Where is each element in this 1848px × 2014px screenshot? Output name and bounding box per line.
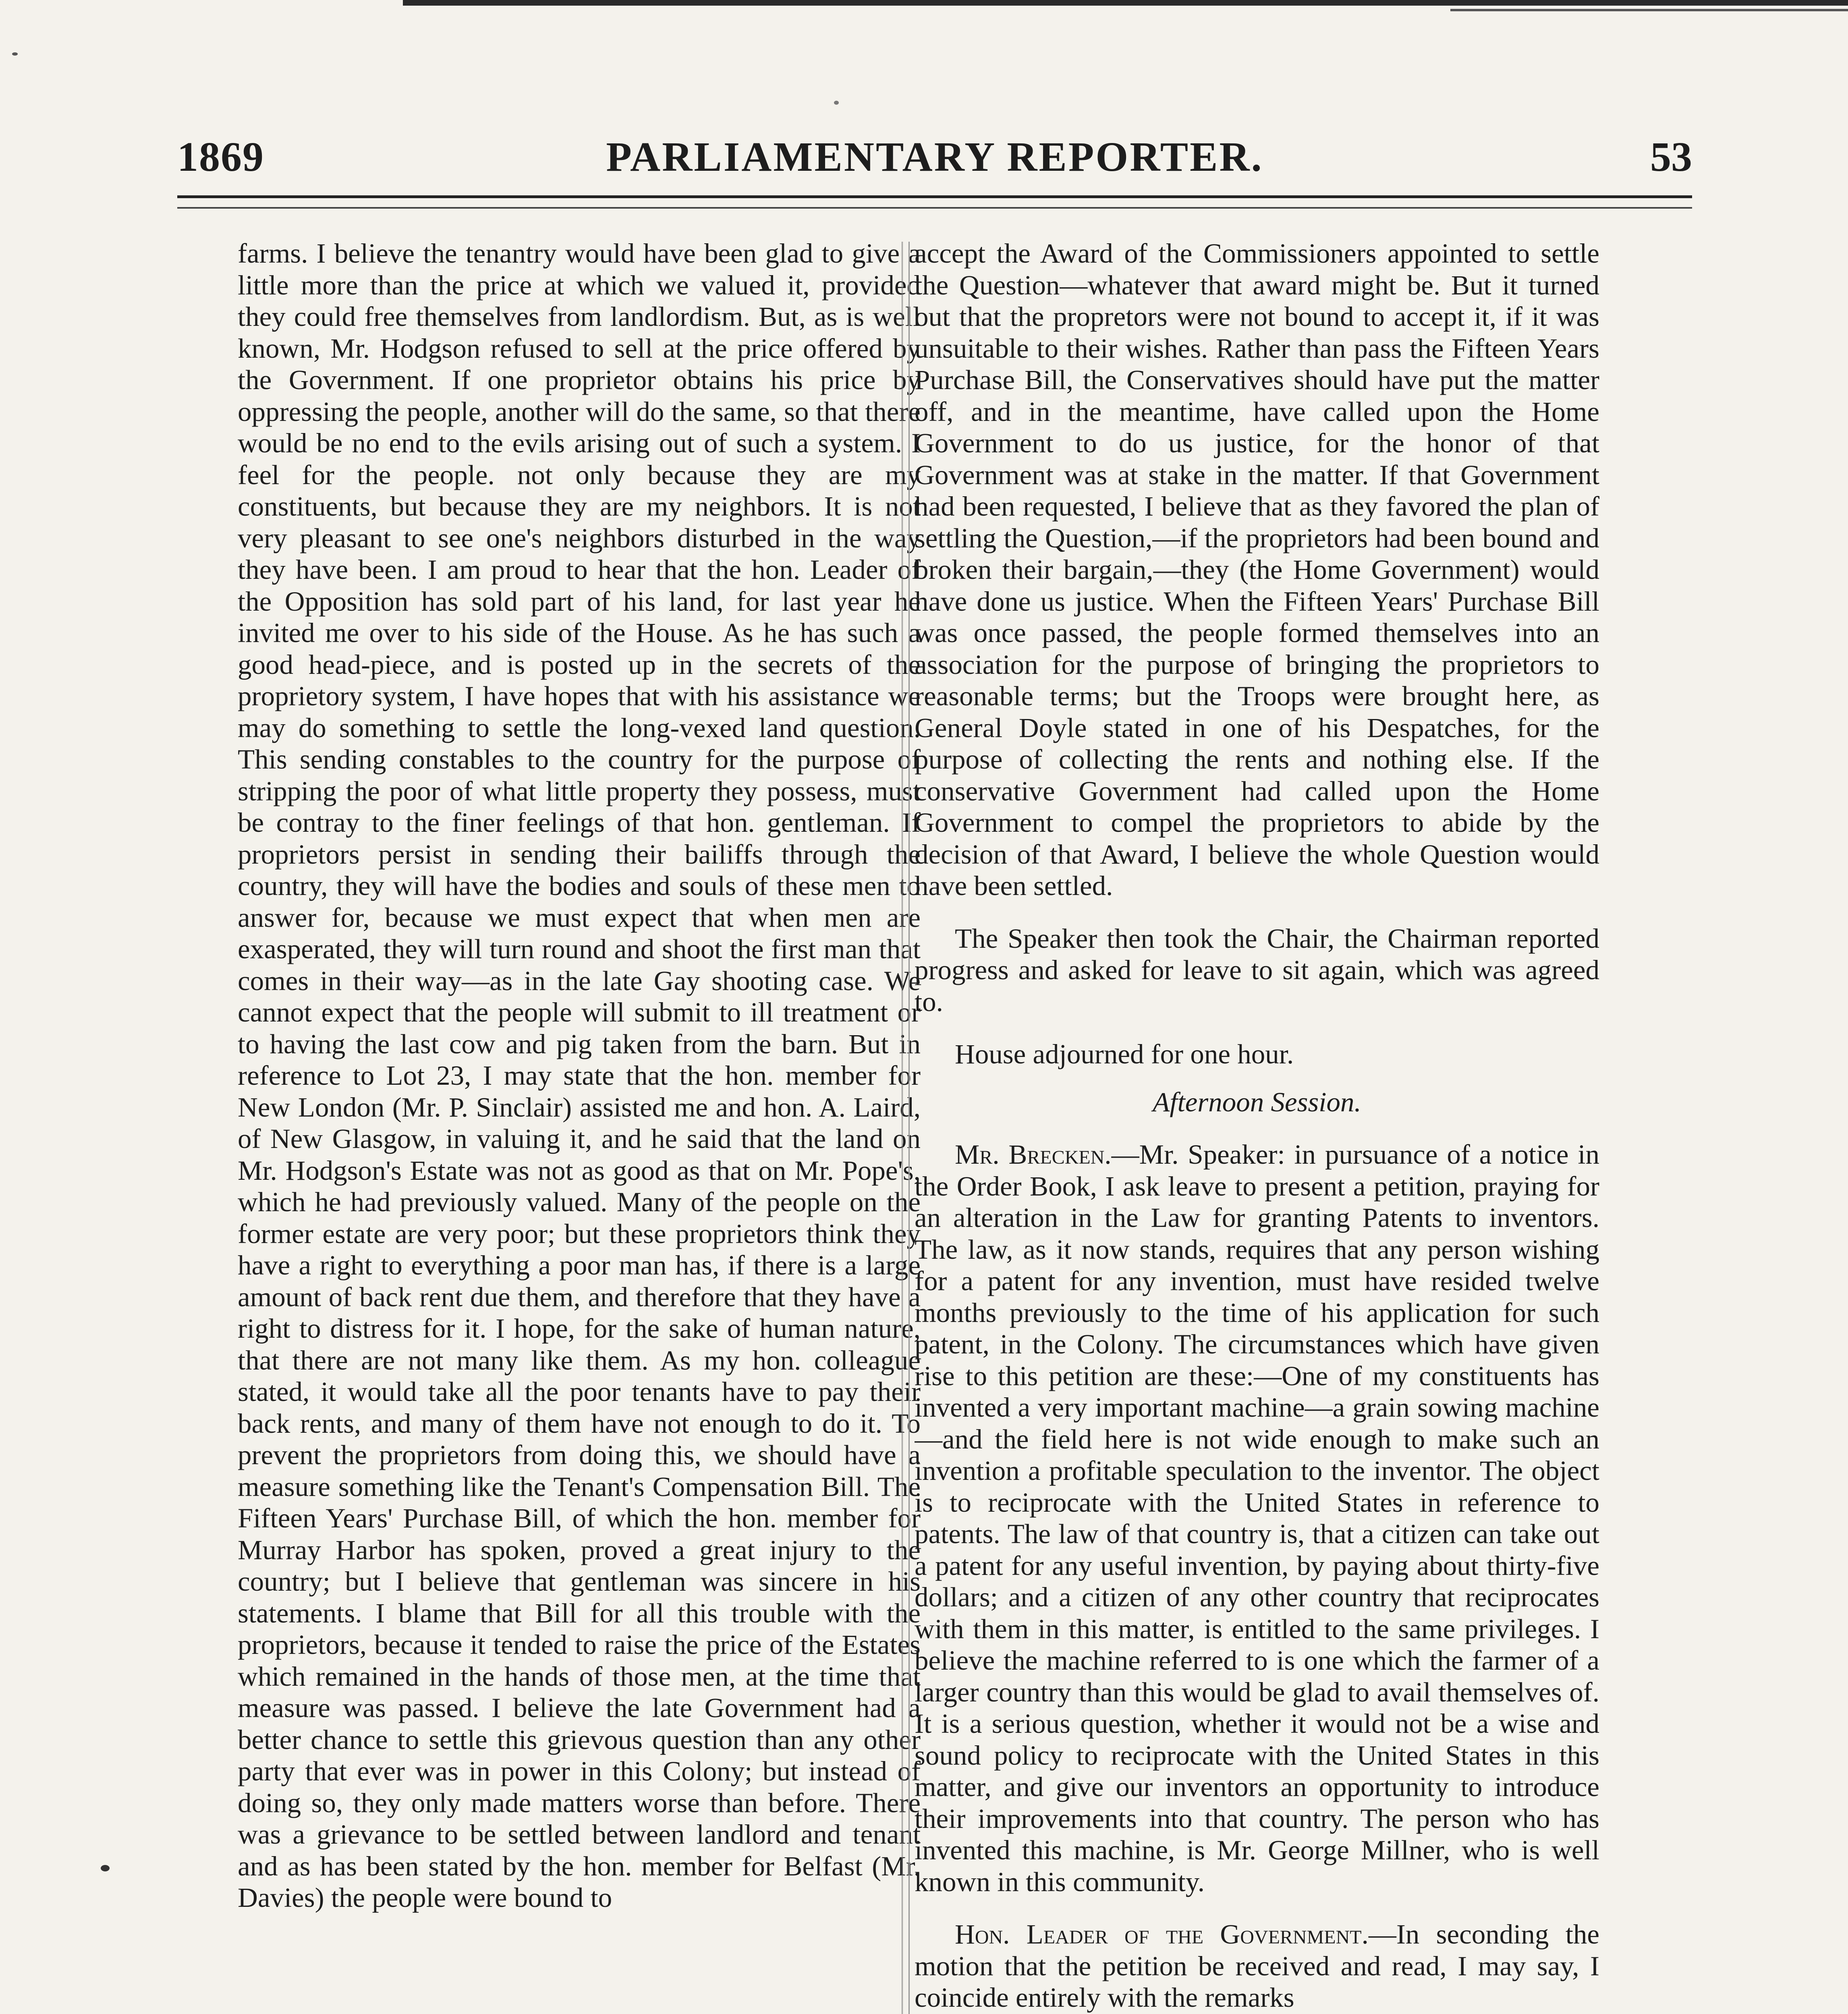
speaker-name-brecken: Mr. Brecken. bbox=[955, 1139, 1112, 1170]
left-column bbox=[238, 238, 921, 2014]
top-edge-rule-secondary bbox=[1450, 9, 1848, 11]
speck-mark bbox=[101, 1865, 110, 1871]
speck-mark bbox=[12, 52, 18, 56]
speck-mark bbox=[834, 101, 839, 105]
right-paragraph-adjourned: House adjourned for one hour. bbox=[955, 1039, 1294, 1069]
header-title: PARLIAMENTARY REPORTER. bbox=[606, 134, 1263, 180]
right-paragraph-speaker: The Speaker then took the Chair, the Chairman reported progress and asked for leave to sit again, which was agreed to. bbox=[915, 923, 1599, 1017]
right-paragraph-leader bbox=[915, 1919, 1599, 2014]
page-number: 53 bbox=[1650, 134, 1692, 180]
top-edge-rule bbox=[403, 0, 1848, 6]
right-column bbox=[915, 238, 1599, 2014]
header-year: 1869 bbox=[177, 134, 264, 180]
leader-speech: —In seconding the motion that the petition be received and read, I may say, I coincide entirely with the remarks bbox=[915, 1919, 1599, 2013]
right-paragraph-brecken bbox=[915, 1139, 1599, 1898]
column-separator bbox=[902, 242, 910, 2014]
right-paragraph-award: accept the Award of the Commissioners appointed to settle the Question—whatever that award might be. But it turned out that the propretors were not bound to accept it, if it was unsuitable to their wishes. Rather than pass the Fifteen Years Purchase Bill, the Conservatives should have put the matter off, and in the meantime, have called upon the Home Government to do us justice, for the honor of that Government was at stake in the matter. If that Government had been requested, I believe that as they favored the plan of settling the Question,—if the proprietors had been bound and broken their bargain,—they (the Home Government) would have done us justice. When the Fifteen Years' Purchase Bill was once passed, the people formed themselves into an association for the purpose of bringing the proprietors to reasonable terms; but the Troops were brought here, as General Doyle stated in one of his Despatches, for the purpose of collecting the rents and nothing else. If the conservative Government had called upon the Home Government to compel the proprietors to abide by the decision of that Award, I believe the whole Question would have been settled. bbox=[915, 238, 1599, 901]
header-rule bbox=[177, 195, 1692, 209]
left-column-text: farms. I believe the tenantry would have been glad to give a little more than the price at which we valued it, provided they could free themselves from landlordism. But, as is well known, Mr. Hodgson refused to sell at the price offered by the Government. If one proprietor obtains his price by oppressing the people, another will do the same, so that there would be no end to the evils arising out of such a system. I feel for the people. not only because they are my constituents, but because they are my neighbors. It is not very pleasant to see one's neighbors disturbed in the way they have been. I am proud to hear that the hon. Leader of the Opposition has sold part of his land, for last year he invited me over to his side of the House. As he has such a good head-piece, and is posted up in the secrets of the proprietory system, I have hopes that with his assistance we may do something to settle the long-vexed land question. This sending constables to the country for the purpose of stripping the poor of what little property they possess, must be contray to the finer feelings of that hon. gentleman. If proprietors persist in sending their bailiffs through the country, they will have the bodies and souls of these men to answer for, because we must expect that when men are exasperated, they will turn round and shoot the first man that comes in their way—as in the late Gay shooting case. We cannot expect that the people will submit to ill treatment or to having the last cow and pig taken from the barn. But in reference to Lot 23, I may state that the hon. member for New London (Mr. P. Sinclair) assisted me and hon. A. Laird, of New Glasgow, in valuing it, and he said that the land on Mr. Hodgson's Estate was not as good as that on Mr. Pope's, which he had previously valued. Many of the people on the former estate are very poor; but these proprietors think they have a right to everything a poor man has, if there is a large amount of back rent due them, and therefore that they have a right to distress for it. I hope, for the sake of human nature, that there are not many like them. As my hon. colleague stated, it would take all the poor tenants have to pay their back rents, and many of them have not enough to do it. To prevent the proprietors from doing this, we should have a measure something like the Tenant's Compensation Bill. The Fifteen Years' Purchase Bill, of which the hon. member for Murray Harbor has spoken, proved a great injury to the country; but I believe that gentleman was sincere in his statements. I blame that Bill for all this trouble with the proprietors, because it tended to raise the price of the Estates which remained in the hands of those men, at the time that measure was passed. I believe the late Government had a better chance to settle this grievous question than any other party that ever was in power in this Colony; but instead of doing so, they only made matters worse than before. There was a grievance to be settled between landlord and tenant and as has been stated by the hon. member for Belfast (Mr. Davies) the people were bound to bbox=[238, 238, 921, 1913]
brecken-speech: —Mr. Speaker: in pursuance of a notice in the Order Book, I ask leave to present a petition, praying for an alteration in the Law for granting Patents to inventors. The law, as it now stands, requires that any person wishing for a patent for any invention, must have resided twelve months previously to the time of his application for such patent, in the Colony. The circumstances which have given rise to this petition are these:—One of my constituents has invented a very important machine—a grain sowing machine—and the field here is not wide enough to make such an invention a profitable speculation to the inventor. The object is to reciprocate with the United States in reference to patents. The law of that country is, that a citizen can take out a patent for any useful invention, by paying about thirty-five dollars; and a citizen of any other country that reciprocates with them in this matter, is entitled to the same privileges. I believe the machine referred to is one which the farmer of a larger country than this would be glad to avail themselves of. It is a serious question, whether it would not be a wise and sound policy to reciprocate with the United States in this matter, and give our inventors an opportunity to introduce their improvements into that country. The person who has invented this machine, is Mr. George Millner, who is well known in this community. bbox=[915, 1139, 1599, 1897]
page-header bbox=[177, 133, 1692, 193]
section-heading-afternoon: Afternoon Session. bbox=[1153, 1086, 1361, 1117]
speaker-name-leader: Hon. Leader of the Government. bbox=[955, 1919, 1369, 1950]
